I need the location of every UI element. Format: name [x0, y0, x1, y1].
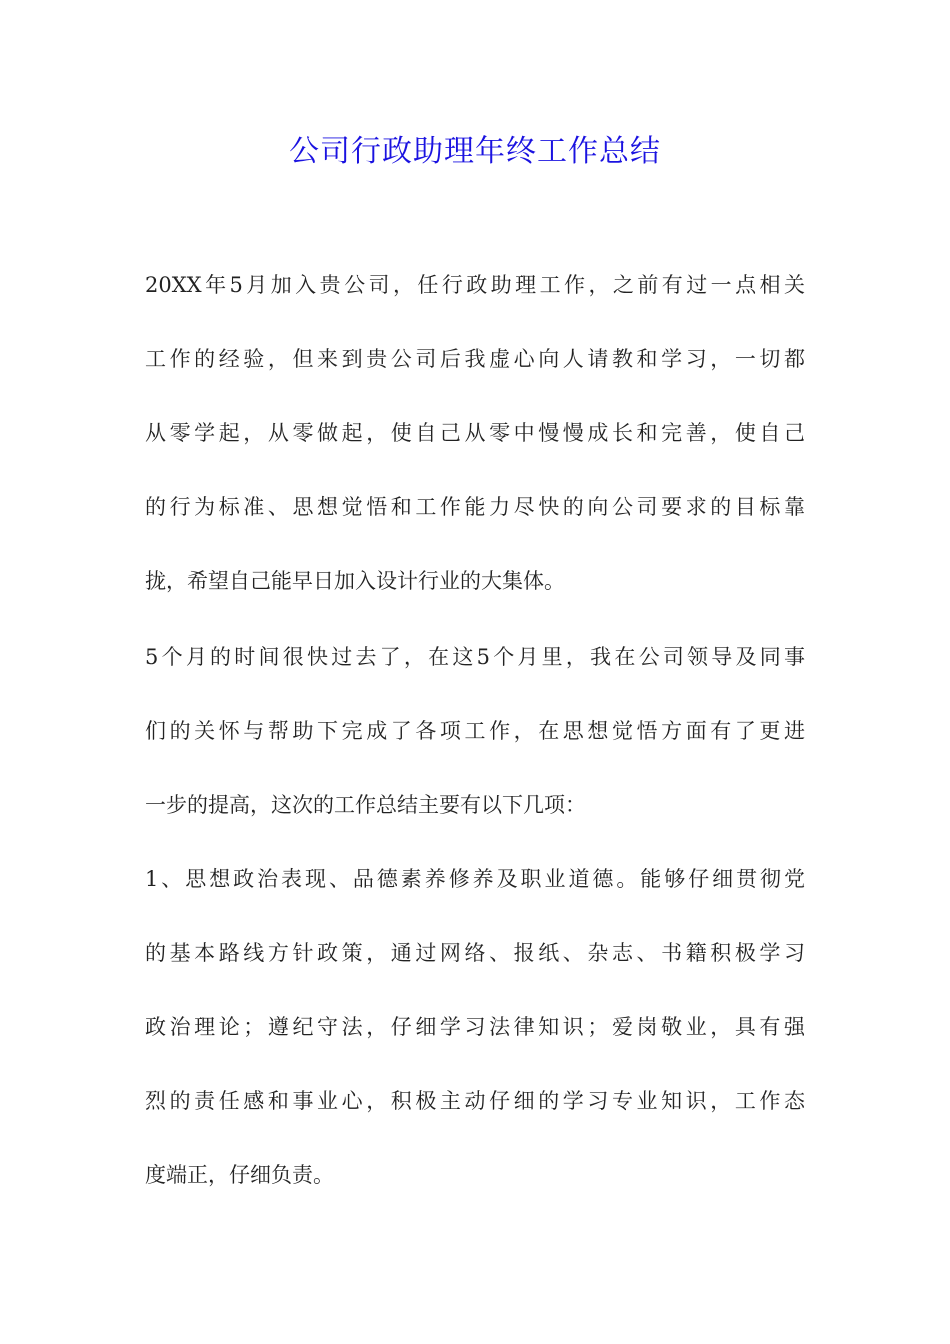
paragraph-line: 的基本路线方针政策，通过网络、报纸、杂志、书籍积极学习 — [145, 941, 805, 965]
paragraph-line: 1、思想政治表现、品德素养修养及职业道德。能够仔细贯彻党 — [145, 867, 805, 891]
document-title: 公司行政助理年终工作总结 — [289, 134, 661, 169]
paragraph-line: 度端正，仔细负责。 — [145, 1163, 334, 1187]
paragraph-line: 从零学起，从零做起，使自己从零中慢慢成长和完善，使自己 — [145, 421, 805, 445]
paragraph-line: 拢，希望自己能早日加入设计行业的大集体。 — [145, 569, 565, 593]
paragraph-line: 政治理论；遵纪守法，仔细学习法律知识；爱岗敬业，具有强 — [145, 1015, 805, 1039]
paragraph-line: 工作的经验，但来到贵公司后我虚心向人请教和学习，一切都 — [145, 347, 805, 371]
paragraph-line: 5个月的时间很快过去了，在这5个月里，我在公司领导及同事 — [145, 645, 805, 669]
paragraph-line: 一步的提高，这次的工作总结主要有以下几项： — [145, 793, 586, 817]
paragraph-line: 们的关怀与帮助下完成了各项工作，在思想觉悟方面有了更进 — [145, 719, 805, 743]
paragraph-line: 的行为标准、思想觉悟和工作能力尽快的向公司要求的目标靠 — [145, 495, 805, 519]
paragraph-line: 烈的责任感和事业心，积极主动仔细的学习专业知识，工作态 — [145, 1089, 805, 1113]
paragraph-line: 20XX年5月加入贵公司，任行政助理工作，之前有过一点相关 — [145, 273, 805, 297]
